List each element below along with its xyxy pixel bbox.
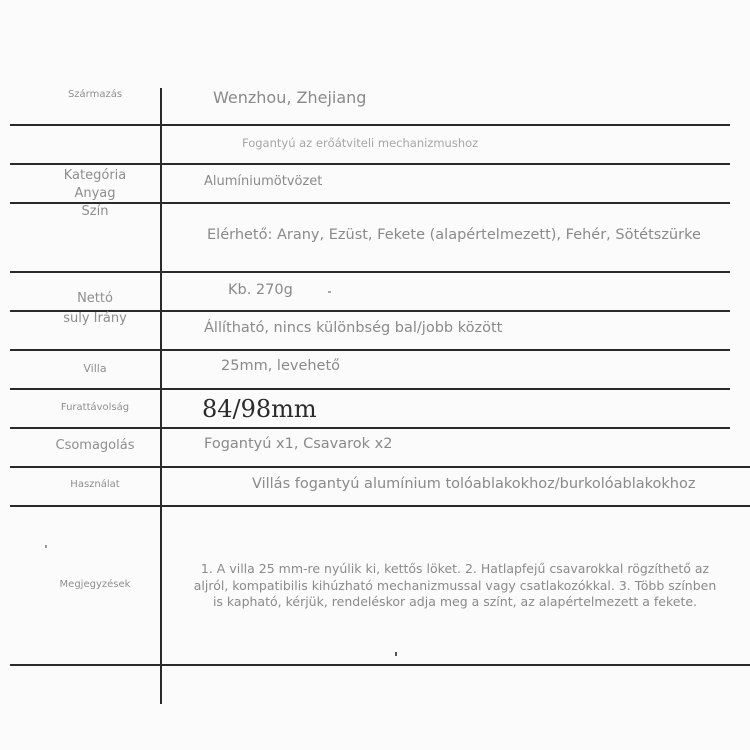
label-direction: suly Irány: [63, 311, 127, 326]
label-packaging: Csomagolás: [55, 438, 135, 453]
row-divider: [10, 163, 730, 165]
value-direction: Állítható, nincs különbség bal/jobb között: [204, 320, 503, 336]
value-category: Fogantyú az erőátviteli mechanizmushoz: [242, 136, 479, 150]
label-fork: Villa: [83, 362, 107, 375]
ink-speck: [328, 291, 331, 293]
value-hole-distance: 84/98mm: [202, 395, 317, 423]
row-divider: [10, 349, 730, 351]
label-category: Kategória: [63, 168, 127, 183]
value-weight: Kb. 270g: [228, 282, 293, 298]
value-notes: 1. A villa 25 mm-re nyúlik ki, kettős löket. 2. Hatlapfejű csavarokkal rögzíthető az aljról, kompatibilis kihúzható mechanizmussal vagy csatlakozókkal. 3. Több színben is kapható, kérjük, rendeléskor adja meg a színt, az alapértelmezett a fekete.: [193, 561, 717, 609]
value-origin: Wenzhou, Zhejiang: [213, 88, 367, 107]
label-material: Anyag: [74, 186, 116, 201]
row-divider: [10, 466, 750, 468]
row-divider: [10, 388, 730, 390]
label-usage: Használat: [70, 479, 120, 490]
row-divider: [10, 427, 730, 429]
row-divider: [10, 664, 750, 666]
row-divider: [10, 505, 750, 507]
value-fork: 25mm, levehető: [221, 358, 341, 374]
value-material: Alumíniumötvözet: [204, 174, 323, 189]
row-divider: [10, 271, 730, 273]
label-notes: Megjegyzések: [59, 579, 131, 590]
label-origin: Származás: [67, 89, 123, 100]
ink-speck: [395, 652, 397, 656]
value-packaging: Fogantyú x1, Csavarok x2: [204, 436, 393, 452]
label-hole-distance: Furattávolság: [60, 402, 130, 413]
column-divider: [160, 88, 162, 704]
row-divider: [10, 124, 730, 126]
label-weight: Nettó: [77, 291, 113, 306]
value-color: Elérhető: Arany, Ezüst, Fekete (alapértelmezett), Fehér, Sötétszürke: [207, 227, 701, 243]
value-usage: Villás fogantyú alumínium tolóablakokhoz/burkolóablakokhoz: [252, 476, 696, 492]
label-color: Szín: [81, 204, 109, 219]
ink-speck: [45, 545, 47, 548]
